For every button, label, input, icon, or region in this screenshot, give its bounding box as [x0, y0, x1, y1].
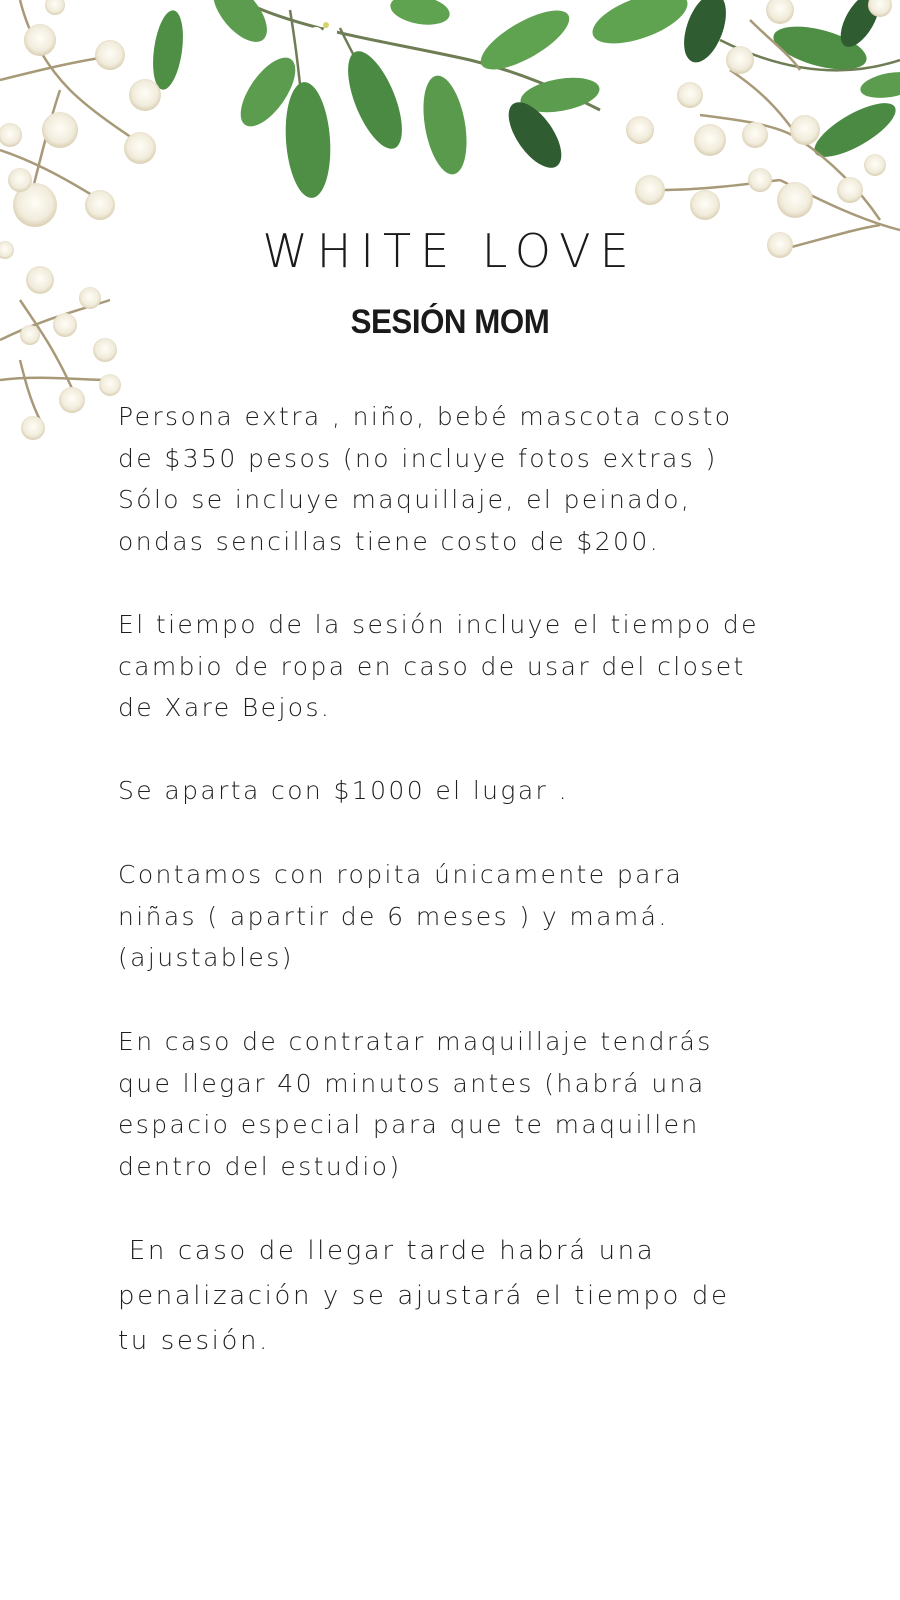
- text-line: Sólo se incluye maquillaje, el peinado,: [118, 485, 692, 515]
- paragraph-clothing: [118, 854, 818, 979]
- page-title: WHITE LOVE: [262, 224, 638, 278]
- text-line: dentro del estudio): [118, 1151, 402, 1181]
- page-subtitle: SESIÓN MOM: [350, 303, 550, 341]
- paragraph-session-time: [118, 604, 818, 729]
- paragraph-late-penalty: [118, 1229, 818, 1364]
- text-line: de Xare Bejos.: [118, 693, 332, 723]
- text-line: Contamos con ropita únicamente para: [118, 860, 684, 889]
- text-line: de $350 pesos (no incluye fotos extras ): [118, 443, 718, 473]
- paragraph-deposit: [118, 770, 818, 812]
- green-leaves-icon: [149, 0, 603, 199]
- paragraph-makeup: [118, 1021, 818, 1187]
- text-line: (ajustables): [118, 943, 294, 973]
- text-line: niñas ( apartir de 6 meses ) y mamá.: [118, 901, 669, 931]
- text-line: espacio especial para que te maquillen: [118, 1110, 700, 1140]
- text-line: El tiempo de la sesión incluye el tiempo de: [118, 610, 759, 639]
- text-line: que llegar 40 minutos antes (habrá una: [118, 1068, 706, 1098]
- text-line: Se aparta con $1000 el lugar .: [118, 776, 569, 805]
- text-line: Persona extra , niño, bebé mascota costo: [118, 402, 733, 431]
- text-line: tu sesión.: [118, 1326, 270, 1356]
- text-line: En caso de llegar tarde habrá una: [118, 1236, 656, 1266]
- text-line: ondas sencillas tiene costo de $200.: [118, 526, 661, 556]
- text-line: cambio de ropa en caso de usar del closet: [118, 651, 746, 681]
- text-line: En caso de contratar maquillaje tendrás: [118, 1027, 713, 1056]
- paragraph-extra-person: [118, 396, 818, 562]
- text-line: penalización y se ajustará el tiempo de: [118, 1281, 730, 1311]
